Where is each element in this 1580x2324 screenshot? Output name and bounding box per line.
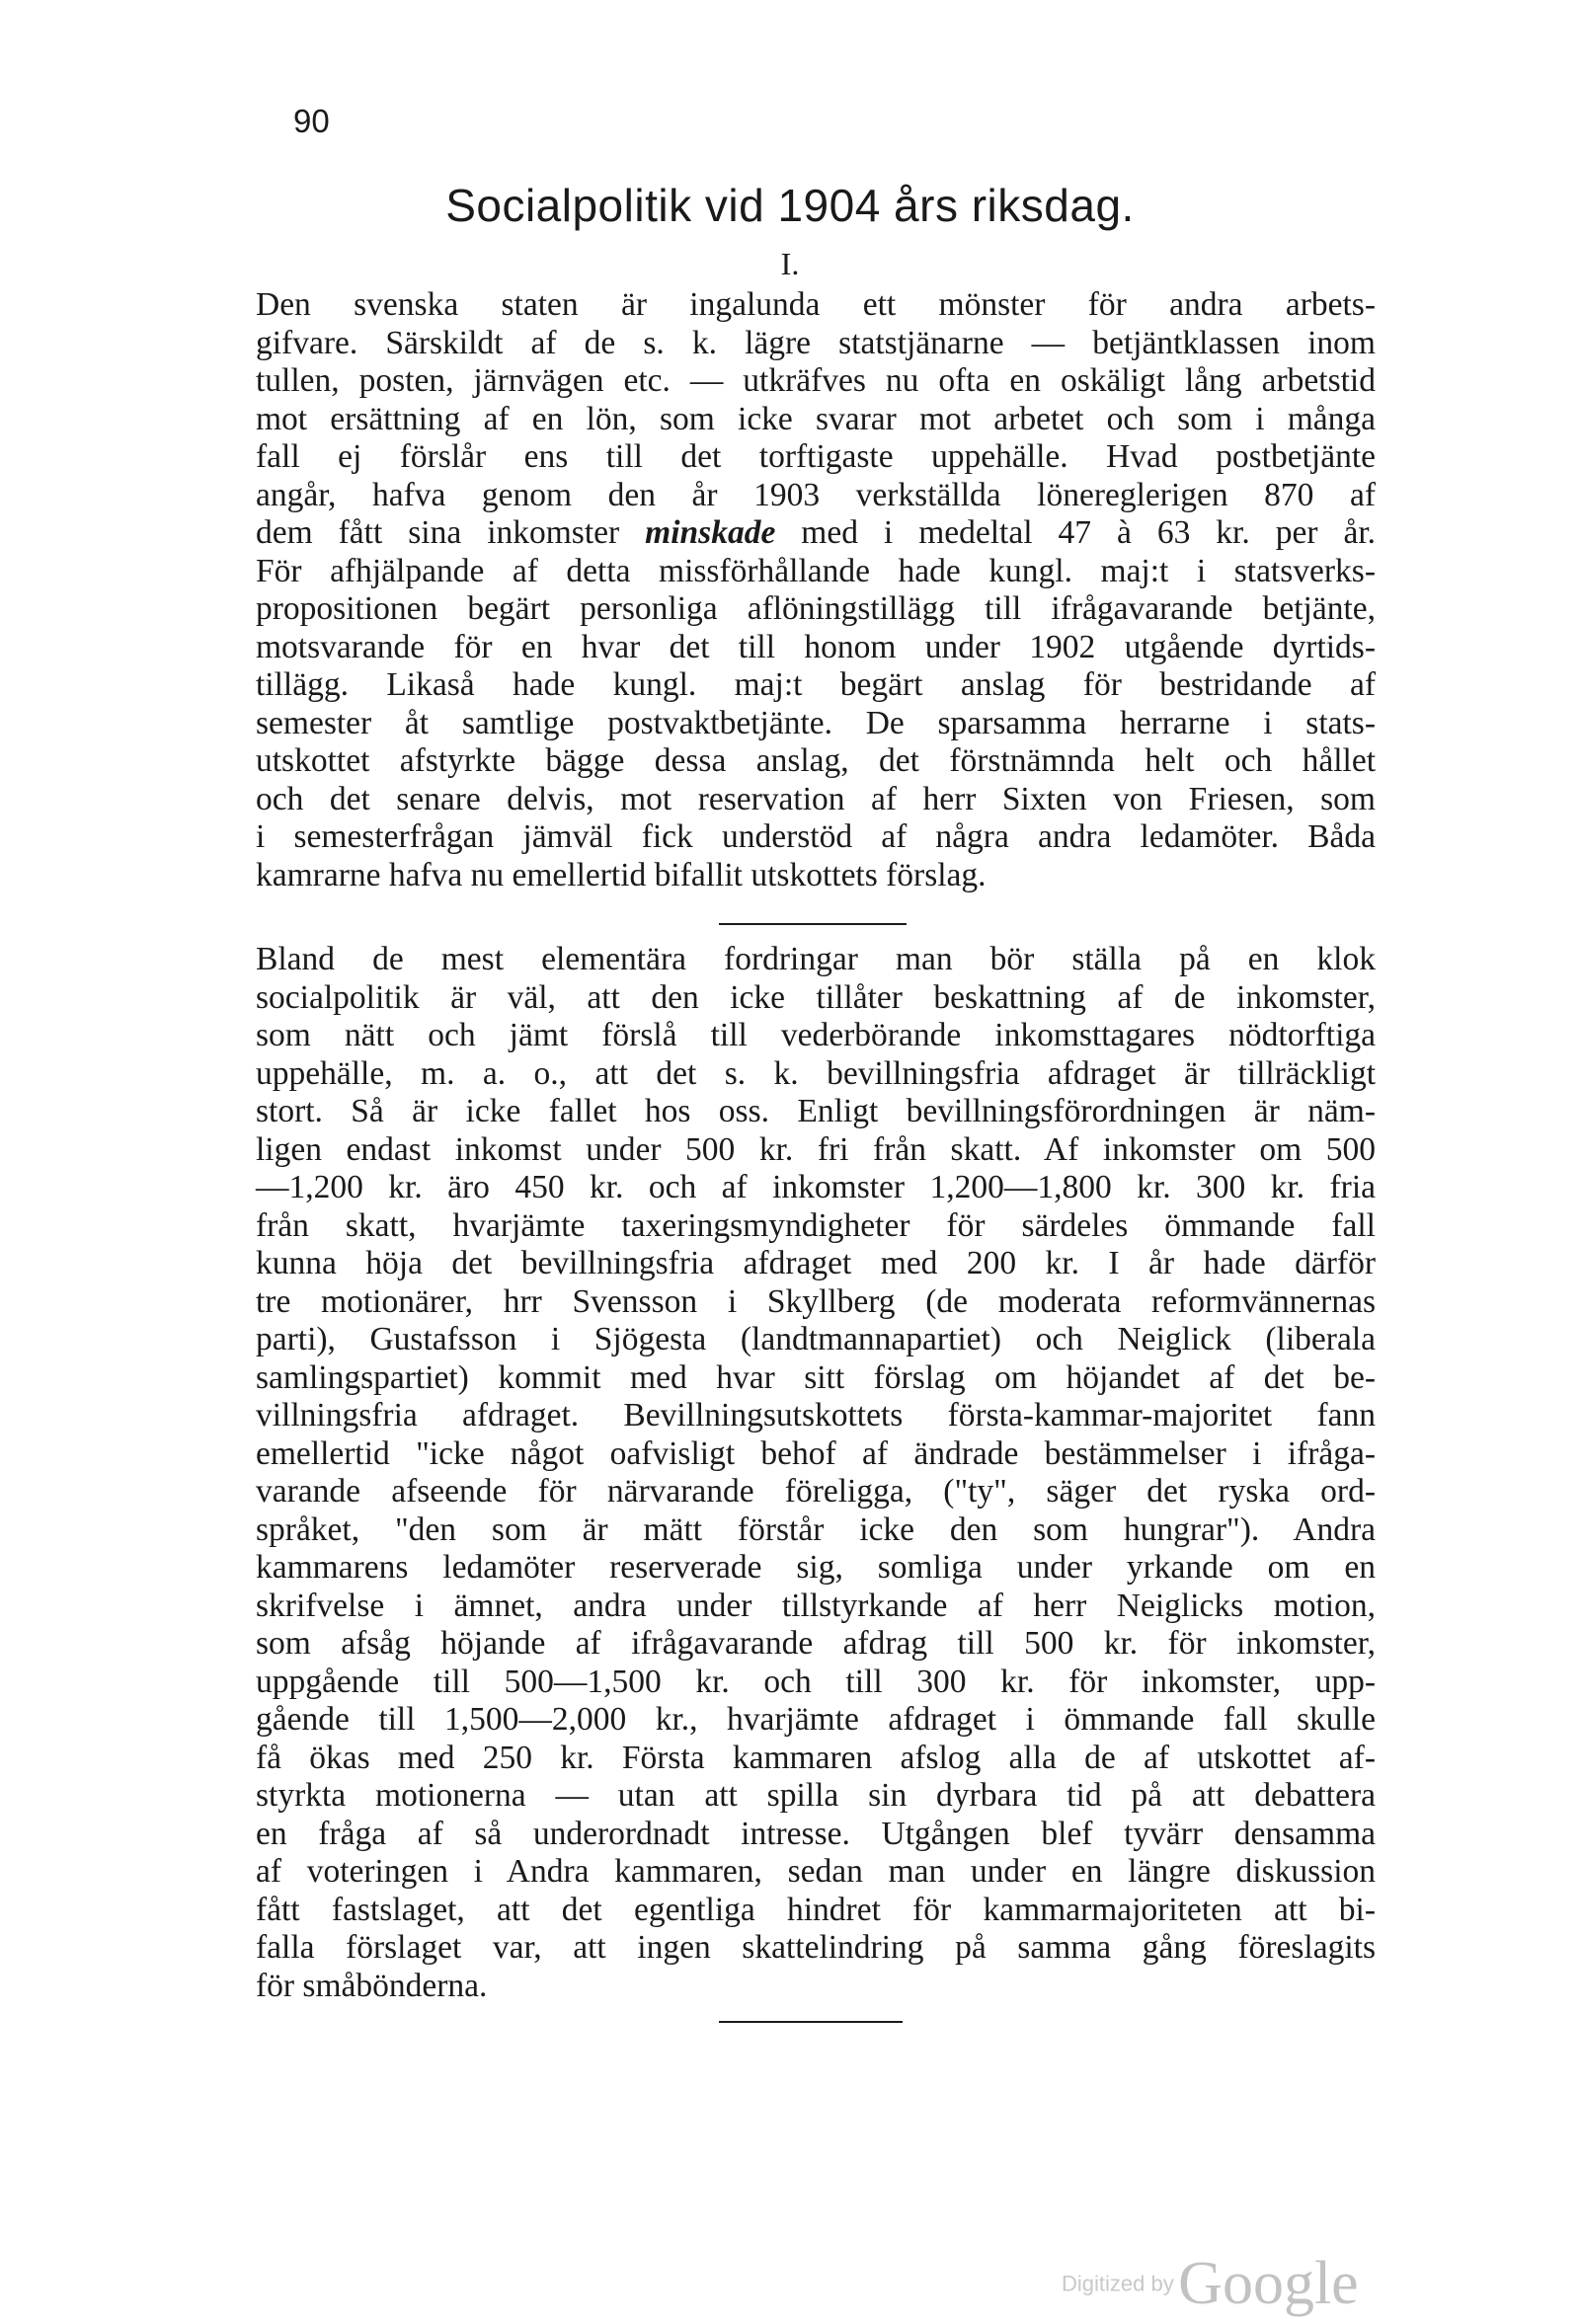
text-line: skrifvelse i ämnet, andra under tillstyrkande af herr Neiglicks motion, (256, 1587, 1376, 1624)
text-line: varande afseende för närvarande föreligga, ("ty", säger det ryska ord- (256, 1473, 1376, 1510)
text-line: falla förslaget var, att ingen skattelindring på samma gång föreslagits (256, 1929, 1376, 1966)
text-line: propositionen begärt personliga aflöningstillägg till ifrågavarande betjänte, (256, 590, 1376, 627)
text-line: parti), Gustafsson i Sjögesta (landtmannapartiet) och Neiglick (liberala (256, 1321, 1376, 1357)
text-line: från skatt, hvarjämte taxeringsmyndigheter för särdeles ömmande fall (256, 1206, 1376, 1244)
text-line: mot ersättning af en lön, som icke svarar mot arbetet och som i många (256, 400, 1376, 437)
end-divider (719, 2021, 903, 2023)
text-line: tullen, posten, järnvägen etc. — utkräfves nu ofta en oskäligt lång arbetstid (256, 362, 1376, 399)
text-line: emellertid "icke något oafvisligt behof af ändrade bestämmelser i ifråga- (256, 1434, 1376, 1472)
paragraph-2 (256, 941, 1376, 2005)
section-divider (719, 923, 907, 925)
text-line: en fråga af så underordnadt intresse. Utgången blef tyvärr densamma (256, 1815, 1376, 1852)
text-line: motsvarande för en hvar det till honom under 1902 utgående dyrtids- (256, 628, 1376, 665)
text-line: utskottet afstyrkte bägge dessa anslag, det förstnämnda helt och hållet (256, 742, 1376, 779)
text-line: villningsfria afdraget. Bevillningsutskottets första-kammar-majoritet fann (256, 1397, 1376, 1433)
text-line: stort. Så är icke fallet hos oss. Enligt bevillningsförordningen är näm- (256, 1093, 1376, 1129)
text-line: och det senare delvis, mot reservation af herr Sixten von Friesen, som (256, 780, 1376, 817)
text-line: gående till 1,500—2,000 kr., hvarjämte afdraget i ömmande fall skulle (256, 1701, 1376, 1738)
text-line: gifvare. Särskildt af de s. k. lägre statstjänarne — betjäntklassen inom (256, 324, 1376, 361)
digitization-watermark (1062, 2249, 1359, 2319)
text-line: semester åt samtlige postvaktbetjänte. De sparsamma herrarne i stats- (256, 704, 1376, 741)
text-line: fall ej förslår ens till det torftigaste uppehälle. Hvad postbetjänte (256, 438, 1376, 475)
page-number: 90 (293, 103, 330, 139)
paragraph-1 (256, 286, 1376, 894)
article-title: Socialpolitik vid 1904 års riksdag. (445, 180, 1135, 231)
text-line: För afhjälpande af detta missförhållande hade kungl. maj:t i statsverks- (256, 552, 1376, 589)
text-line: uppgående till 500—1,500 kr. och till 300 kr. för inkomster, upp- (256, 1663, 1376, 1700)
watermark-prefix: Digitized by (1062, 2271, 1174, 2296)
text-line: fått fastslaget, att det egentliga hindret för kammarmajoriteten att bi- (256, 1891, 1376, 1928)
text-line: uppehälle, m. a. o., att det s. k. bevillningsfria afdraget är tillräckligt (256, 1054, 1376, 1092)
text-line: —1,200 kr. äro 450 kr. och af inkomster 1,200—1,800 kr. 300 kr. fria (256, 1169, 1376, 1205)
text-line: få ökas med 250 kr. Första kammaren afslog alla de af utskottet af- (256, 1739, 1376, 1776)
text-line: af voteringen i Andra kammaren, sedan man under en längre diskussion (256, 1853, 1376, 1890)
text-line: i semesterfrågan jämväl fick understöd af några andra ledamöter. Båda (256, 818, 1376, 855)
text-line: språket, "den som är mätt förstår icke den som hungrar"). Andra (256, 1511, 1376, 1548)
text-line: tillägg. Likaså hade kungl. maj:t begärt anslag för bestridande af (256, 666, 1376, 703)
text-line: dem fått sina inkomster minskade med i medeltal 47 à 63 kr. per år. (256, 514, 1376, 551)
text-line: Den svenska staten är ingalunda ett mönster för andra arbets- (256, 286, 1376, 323)
text-line: angår, hafva genom den år 1903 verkställda lönereglerigen 870 af (256, 476, 1376, 513)
text-line: kamrarne hafva nu emellertid bifallit utskottets förslag. (256, 856, 987, 893)
text-line: ligen endast inkomst under 500 kr. fri från skatt. Af inkomster om 500 (256, 1130, 1376, 1168)
text-line: styrkta motionerna — utan att spilla sin dyrbara tid på att debattera (256, 1777, 1376, 1814)
text-line: kammarens ledamöter reserverade sig, somliga under yrkande om en (256, 1549, 1376, 1586)
text-line: kunna höja det bevillningsfria afdraget med 200 kr. I år hade därför (256, 1245, 1376, 1281)
text-line: för småbönderna. (256, 1967, 488, 2004)
section-numeral: I. (780, 246, 800, 281)
text-line: Bland de mest elementära fordringar man bör ställa på en klok (256, 941, 1376, 977)
google-logo: Google (1178, 2250, 1359, 2317)
text-line: tre motionärer, hrr Svensson i Skyllberg (de moderata reformvännernas (256, 1282, 1376, 1320)
text-line: som afsåg höjande af ifrågavarande afdrag till 500 kr. för inkomster, (256, 1625, 1376, 1662)
text-line: samlingspartiet) kommit med hvar sitt förslag om höjandet af det be- (256, 1358, 1376, 1396)
text-line: socialpolitik är väl, att den icke tillåter beskattning af de inkomster, (256, 978, 1376, 1016)
text-line: som nätt och jämt förslå till vederbörande inkomsttagares nödtorftiga (256, 1017, 1376, 1053)
